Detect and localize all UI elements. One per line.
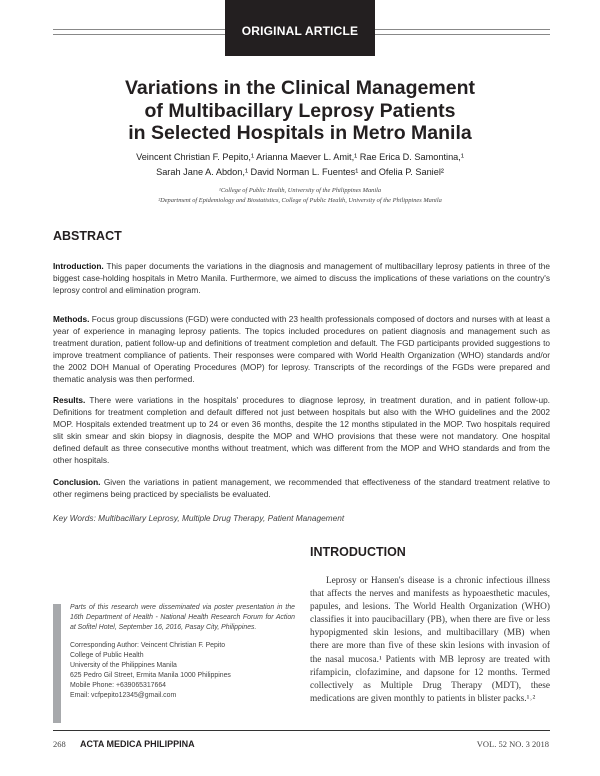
affiliation: ¹College of Public Health, University of the Philippines Manila [218, 187, 382, 194]
affiliations [60, 186, 540, 205]
abstract-conclusion [53, 476, 550, 500]
affiliation: ²Department of Epidemiology and Biostatistics, College of Public Health, University of the Philippines Manila [158, 196, 442, 204]
article-type-banner: ORIGINAL ARTICLE [225, 0, 375, 56]
abstract-methods [53, 313, 550, 386]
author-list [60, 150, 540, 180]
volume-info: VOL. 52 NO. 3 2018 [476, 739, 549, 749]
corresponding-author: Corresponding Author: Veincent Christian F. Pepito [70, 642, 226, 649]
abstract-introduction [53, 260, 550, 296]
presentation-note: Parts of this research were disseminated via poster presentation in the 16th Department of Health - National Health Research Forum for Action at Sofitel Hotel, September 16, 2016, Pasay City, Philippines. [70, 604, 295, 631]
abstract-results [53, 394, 550, 467]
header-rule-right [375, 29, 550, 35]
section-label: Introduction. [53, 261, 104, 271]
note-sidebar-bar [53, 604, 61, 723]
introduction-text [310, 575, 550, 706]
article-note [70, 603, 295, 701]
authors-line: Veincent Christian F. Pepito,¹ Arianna Maever L. Amit,¹ Rae Erica D. Samontina,¹ [136, 152, 464, 162]
section-label: Results. [53, 395, 86, 405]
header-rule-left [53, 29, 225, 35]
section-label: Conclusion. [53, 477, 101, 487]
section-label: Methods. [53, 314, 90, 324]
corresponding-line: University of the Philippines Manila [70, 662, 177, 669]
introduction-heading: INTRODUCTION [310, 545, 406, 559]
title-line: Variations in the Clinical Management [124, 77, 475, 99]
corresponding-line: 625 Pedro Gil Street, Ermita Manila 1000 Philippines [70, 672, 231, 679]
footer-rule [53, 730, 550, 731]
article-title [60, 77, 540, 145]
title-line: of Multibacillary Leprosy Patients [144, 99, 456, 122]
title-line: in Selected Hospitals in Metro Manila [128, 122, 472, 144]
corresponding-line: College of Public Health [70, 652, 144, 659]
section-text: This paper documents the variations in the diagnosis and management of multibacillary leprosy patients in three of the biggest case-holding hospitals in Metro Manila. Furthermore, we aimed to discuss the implications of these variations on the country's leprosy control and elimination program. [53, 261, 550, 296]
authors-line: Sarah Jane A. Abdon,¹ David Norman L. Fuentes¹ and Ofelia P. Saniel² [156, 167, 444, 177]
keywords: Key Words: Multibacillary Leprosy, Multiple Drug Therapy, Patient Management [53, 513, 345, 523]
journal-name: ACTA MEDICA PHILIPPINA [80, 739, 195, 749]
section-text: There were variations in the hospitals' procedures to diagnose leprosy, in treatment duration, and in patient follow-up. Definitions for treatment completion and default differed not just between hospitals but also with the WHO guidelines and the 2002 MOP. Hospitals extended treatment up to 24 or even 36 months, despite the 12 months stipulated in the MOP. Two hospitals required slit skin smear and skin biopsy in diagnosis, despite the MOP and WHO provisions that these were not mandatory. One hospital defined default as three consecutive months without treatment, which was different from the MOP and WHO standards and from the other hospitals. [53, 395, 550, 466]
abstract-heading: ABSTRACT [53, 229, 122, 243]
section-text: Focus group discussions (FGD) were conducted with 23 health professionals composed of doctors and nurses with at least a year of experience in managing leprosy patients. The topics included procedures on patient diagnosis and management such as treatment duration, patient follow-up and definitions of treatment completion and default. The FGD participants provided suggestions to improve treatment compliance of patients. Their responses were compared with World Health Organization (WHO) standards and/or the 2002 DOH Manual of Operating Procedures (MOP) for leprosy. Transcripts of the recordings of the FGDs were prepared and thematic analysis was then performed. [53, 314, 550, 385]
corresponding-email: Email: vcfpepito12345@gmail.com [70, 692, 177, 699]
section-text: Given the variations in patient management, we recommended that effectiveness of the standard treatment relative to other regimens being practiced by specialists be evaluated. [53, 477, 550, 500]
corresponding-phone: Mobile Phone: +639065317664 [70, 682, 166, 689]
page-number: 268 [53, 739, 66, 749]
intro-paragraph: Leprosy or Hansen's disease is a chronic infectious illness that affects the nerves and manifests as hypoaesthetic macules, papules, and lesions. The World Health Organization (WHO) classifies it into paucibacillary (PB), when there are five or less hypopigmented skin lesions, and multibacillary (MB) when there are more than five of these skin lesions with invasion of the nasal mucosa.¹ Patients with MB leprosy are treated with rifampicin, clofazimine, and dapsone for 12 months. Termed collectively as Multiple Drug Therapy (MDT), these medications are given monthly to patients in blister packs.¹˒² [310, 576, 550, 704]
